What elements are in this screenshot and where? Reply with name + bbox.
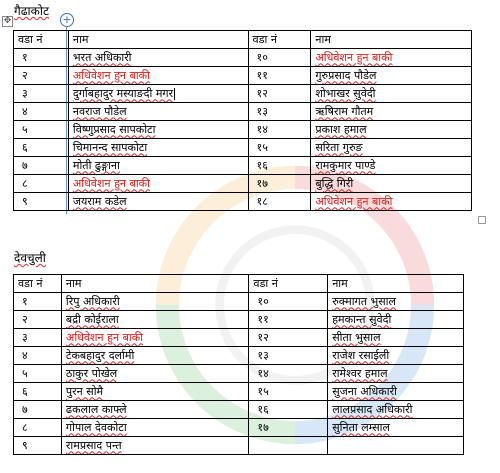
representative-name-cell[interactable] bbox=[68, 139, 248, 157]
ward-number-cell[interactable] bbox=[248, 139, 311, 157]
table-header-row bbox=[14, 275, 464, 293]
representative-name-cell-text: ढकलाल काफ्ले bbox=[65, 402, 127, 416]
representative-name-cell-text: शोभाखर सुवेदी bbox=[315, 86, 376, 100]
ward-number-cell[interactable] bbox=[14, 311, 62, 329]
ward-number-cell-text: ९ bbox=[22, 194, 28, 208]
representative-name-cell[interactable] bbox=[311, 139, 472, 157]
ward-number-cell[interactable] bbox=[249, 329, 328, 347]
representative-name-cell-text: अधिवेशन हुन बाकी bbox=[315, 194, 393, 208]
section-title-devchuli: देवचुली bbox=[14, 251, 46, 265]
ward-number-cell-text: १६ bbox=[257, 402, 269, 416]
header-ward-no-text: वडा नं bbox=[253, 276, 278, 290]
header-name-text: नाम bbox=[65, 276, 82, 290]
table-header-row bbox=[14, 31, 472, 49]
table-row bbox=[14, 157, 472, 175]
ward-number-cell-text: ५ bbox=[22, 366, 28, 380]
ward-number-cell-text: ६ bbox=[22, 384, 28, 398]
representative-name-cell-text: दुर्गाबहादुर मस्याङदी मगर bbox=[72, 86, 174, 100]
header-ward-no[interactable] bbox=[248, 31, 311, 49]
representative-name-cell[interactable] bbox=[328, 329, 464, 347]
ward-number-cell-text: १० bbox=[256, 50, 268, 64]
ward-number-cell[interactable] bbox=[249, 347, 328, 365]
table-row bbox=[14, 383, 464, 401]
header-ward-no-text: वडा नं bbox=[18, 32, 43, 46]
representative-name-cell[interactable] bbox=[311, 175, 472, 193]
representative-name-cell-text: मोती ढुङ्गाना bbox=[72, 158, 120, 172]
table-row bbox=[14, 193, 472, 211]
ward-number-cell[interactable] bbox=[14, 365, 62, 383]
ward-number-cell-text: ११ bbox=[257, 312, 269, 326]
ward-number-cell-text: ७ bbox=[22, 402, 28, 416]
table-row bbox=[14, 437, 464, 455]
ward-number-cell[interactable] bbox=[14, 347, 62, 365]
ward-number-cell[interactable] bbox=[248, 121, 311, 139]
ward-number-cell[interactable] bbox=[14, 383, 62, 401]
representative-name-cell-text: जयराम कडेल bbox=[72, 194, 127, 208]
ward-number-cell-text: ४ bbox=[22, 348, 28, 362]
table-row bbox=[14, 67, 472, 85]
ward-number-cell-text: २ bbox=[22, 68, 28, 82]
ward-number-cell[interactable] bbox=[249, 383, 328, 401]
representative-name-cell-text: नवराज पौडेल bbox=[72, 104, 127, 118]
representative-name-cell[interactable] bbox=[328, 419, 464, 437]
representative-name-cell-text: सरिता गुरुङ bbox=[315, 140, 363, 154]
ward-number-cell-text: ३ bbox=[22, 86, 28, 100]
representative-name-cell[interactable] bbox=[328, 401, 464, 419]
ward-number-cell-text: ५ bbox=[22, 122, 28, 136]
representative-name-cell-text: राजेश रसाईली bbox=[332, 348, 390, 362]
table-row bbox=[14, 347, 464, 365]
representative-name-cell-text: गुरुप्रसाद पौडेल bbox=[315, 68, 377, 82]
ward-number-cell[interactable] bbox=[14, 293, 62, 311]
representative-name-cell[interactable] bbox=[68, 85, 248, 103]
ward-number-cell-text: १४ bbox=[257, 366, 269, 380]
ward-number-cell[interactable] bbox=[14, 121, 69, 139]
ward-number-cell[interactable] bbox=[248, 103, 311, 121]
ward-number-cell-text: २ bbox=[22, 312, 28, 326]
representative-name-cell-text: रामकुमार पाण्डे bbox=[315, 158, 376, 172]
ward-number-cell-text: १० bbox=[257, 294, 269, 308]
representative-name-cell-text: रुक्मागत भुसाल bbox=[332, 294, 396, 308]
representative-name-cell[interactable] bbox=[328, 365, 464, 383]
representative-name-cell[interactable] bbox=[328, 437, 464, 455]
representative-name-cell-text: प्रकाश हमाल bbox=[315, 122, 367, 136]
representative-name-cell[interactable] bbox=[311, 121, 472, 139]
representative-name-cell[interactable] bbox=[328, 311, 464, 329]
table-row bbox=[14, 419, 464, 437]
header-name[interactable] bbox=[328, 275, 464, 293]
table-row bbox=[14, 139, 472, 157]
header-name[interactable] bbox=[68, 31, 248, 49]
ward-number-cell-text: १ bbox=[22, 50, 28, 64]
ward-number-cell[interactable] bbox=[248, 49, 311, 67]
header-ward-no[interactable] bbox=[14, 31, 69, 49]
representative-name-cell[interactable] bbox=[311, 85, 472, 103]
representative-name-cell[interactable] bbox=[328, 293, 464, 311]
ward-number-cell[interactable] bbox=[248, 85, 311, 103]
header-ward-no-text: वडा नं bbox=[252, 32, 277, 46]
representative-name-cell[interactable] bbox=[61, 401, 249, 419]
table-row bbox=[14, 49, 472, 67]
ward-number-cell-text: ७ bbox=[22, 158, 28, 172]
representative-name-cell[interactable] bbox=[61, 419, 249, 437]
ward-number-cell[interactable] bbox=[14, 85, 69, 103]
representative-name-cell[interactable] bbox=[68, 103, 248, 121]
header-ward-no[interactable] bbox=[249, 275, 328, 293]
representative-name-cell-text: बुद्धि गिरी bbox=[315, 176, 354, 190]
table-row bbox=[14, 121, 472, 139]
representative-name-cell-text: रामेश्वर हमाल bbox=[332, 366, 388, 380]
ward-number-cell[interactable] bbox=[14, 175, 69, 193]
ward-number-cell[interactable] bbox=[14, 67, 69, 85]
representative-name-cell[interactable] bbox=[311, 157, 472, 175]
table-row bbox=[14, 85, 472, 103]
ward-number-cell[interactable] bbox=[249, 311, 328, 329]
ward-number-cell-text: १७ bbox=[257, 420, 269, 434]
header-name-text: नाम bbox=[315, 32, 331, 46]
header-name[interactable] bbox=[61, 275, 249, 293]
ward-number-cell[interactable] bbox=[14, 139, 69, 157]
ward-number-cell-text: ३ bbox=[22, 330, 28, 344]
section-title-gaindakot: गैढाकोट bbox=[14, 4, 49, 18]
ward-number-cell[interactable] bbox=[249, 365, 328, 383]
representative-name-cell[interactable] bbox=[68, 193, 248, 211]
representative-name-cell[interactable] bbox=[68, 157, 248, 175]
header-name-text: नाम bbox=[72, 32, 89, 46]
gaindakot-table bbox=[13, 30, 472, 211]
representative-name-cell-text: गोपाल देवकोटा bbox=[65, 420, 127, 434]
representative-name-cell[interactable] bbox=[311, 103, 472, 121]
representative-name-cell-text: अधिवेशन हुन बाकी bbox=[65, 330, 144, 344]
ward-number-cell-text: १४ bbox=[256, 122, 268, 136]
representative-name-cell-text: पुरन सोमै bbox=[65, 384, 104, 398]
representative-name-cell-text: अधिवेशन हुन बाकी bbox=[72, 176, 150, 190]
representative-name-cell-text: रिपु अधिकारी bbox=[65, 294, 120, 308]
representative-name-cell[interactable] bbox=[61, 365, 249, 383]
representative-name-cell[interactable] bbox=[68, 49, 248, 67]
ward-number-cell[interactable] bbox=[14, 329, 62, 347]
ward-number-cell-text: १६ bbox=[256, 158, 268, 172]
representative-name-cell-text: बद्री कोईराला bbox=[65, 312, 119, 326]
table-row bbox=[14, 103, 472, 121]
ward-number-cell-text: १३ bbox=[256, 104, 268, 118]
representative-name-cell[interactable] bbox=[61, 329, 249, 347]
text-cursor bbox=[174, 88, 175, 100]
ward-number-cell-text: ८ bbox=[22, 176, 28, 190]
representative-name-cell-text: विष्णुप्रसाद सापकोटा bbox=[72, 122, 156, 136]
devchuli-table bbox=[13, 274, 464, 455]
ward-number-cell[interactable] bbox=[248, 193, 311, 211]
representative-name-cell-text: ऋषिराम गौतम bbox=[315, 104, 374, 118]
representative-name-cell[interactable] bbox=[61, 293, 249, 311]
representative-name-cell-text: अधिवेशन हुन बाकी bbox=[315, 50, 393, 64]
ward-number-cell[interactable] bbox=[14, 437, 62, 455]
representative-name-cell-text: अधिवेशन हुन बाकी bbox=[72, 68, 150, 82]
representative-name-cell[interactable] bbox=[61, 347, 249, 365]
representative-name-cell-text: सुजना अधिकारी bbox=[332, 384, 397, 398]
ward-number-cell[interactable] bbox=[248, 157, 311, 175]
representative-name-cell-text: लालप्रसाद अधिकारी bbox=[332, 402, 413, 416]
ward-number-cell-text: ११ bbox=[256, 68, 268, 82]
table-row bbox=[14, 175, 472, 193]
ward-number-cell-text: १५ bbox=[257, 384, 269, 398]
representative-name-cell[interactable] bbox=[68, 121, 248, 139]
ward-number-cell-text: १५ bbox=[256, 140, 268, 154]
ward-number-cell-text: १२ bbox=[256, 86, 268, 100]
table-row bbox=[14, 311, 464, 329]
ward-number-cell[interactable] bbox=[14, 49, 69, 67]
ward-number-cell[interactable] bbox=[14, 419, 62, 437]
representative-name-cell-text: ठाकुर पोखेल bbox=[65, 366, 118, 380]
ward-number-cell[interactable] bbox=[249, 437, 328, 455]
table-row bbox=[14, 293, 464, 311]
representative-name-cell-text: चिमानन्द सापकोटा bbox=[72, 140, 148, 154]
header-ward-no[interactable] bbox=[14, 275, 62, 293]
representative-name-cell[interactable] bbox=[328, 383, 464, 401]
ward-number-cell[interactable] bbox=[248, 175, 311, 193]
ward-number-cell[interactable] bbox=[14, 103, 69, 121]
ward-number-cell-text: १८ bbox=[256, 194, 268, 208]
representative-name-cell[interactable] bbox=[328, 347, 464, 365]
ward-number-cell[interactable] bbox=[14, 193, 69, 211]
representative-name-cell[interactable] bbox=[68, 175, 248, 193]
devchuli-table-body bbox=[14, 275, 464, 455]
move-icon[interactable]: ✥ bbox=[3, 16, 12, 26]
representative-name-cell-text: भरत अधिकारी bbox=[72, 50, 132, 64]
representative-name-cell[interactable] bbox=[311, 67, 472, 85]
plus-icon[interactable]: + bbox=[60, 13, 74, 27]
representative-name-cell[interactable] bbox=[61, 311, 249, 329]
ward-number-cell-text: १२ bbox=[257, 330, 269, 344]
representative-name-cell[interactable] bbox=[68, 67, 248, 85]
header-ward-no-text: वडा नं bbox=[18, 276, 43, 290]
representative-name-cell-text: रामप्रसाद पन्त bbox=[65, 438, 122, 452]
representative-name-cell[interactable] bbox=[61, 437, 249, 455]
header-name[interactable] bbox=[311, 31, 472, 49]
ward-number-cell[interactable] bbox=[249, 293, 328, 311]
table-row bbox=[14, 401, 464, 419]
gaindakot-table-body bbox=[14, 31, 472, 211]
representative-name-cell[interactable] bbox=[311, 49, 472, 67]
ward-number-cell[interactable] bbox=[14, 401, 62, 419]
representative-name-cell-text: टेकबहादुर दर्लामी bbox=[65, 348, 135, 362]
ward-number-cell[interactable] bbox=[249, 401, 328, 419]
ward-number-cell-text: ६ bbox=[22, 140, 28, 154]
ward-number-cell-text: १३ bbox=[257, 348, 269, 362]
representative-name-cell[interactable] bbox=[311, 193, 472, 211]
ward-number-cell-text: ९ bbox=[22, 438, 28, 452]
ward-number-cell[interactable] bbox=[14, 157, 69, 175]
representative-name-cell[interactable] bbox=[61, 383, 249, 401]
ward-number-cell[interactable] bbox=[248, 67, 311, 85]
ward-number-cell-text: १ bbox=[22, 294, 28, 308]
representative-name-cell-text: हमकान्त सुवेदी bbox=[332, 312, 392, 326]
representative-name-cell-text: सीता भुसाल bbox=[332, 330, 381, 344]
header-name-text: नाम bbox=[332, 276, 348, 290]
ward-number-cell[interactable] bbox=[249, 419, 328, 437]
ward-number-cell-text: ८ bbox=[22, 420, 28, 434]
table-row bbox=[14, 365, 464, 383]
table-resize-handle[interactable] bbox=[478, 216, 486, 224]
ward-number-cell-text: १७ bbox=[256, 176, 268, 190]
table-row bbox=[14, 329, 464, 347]
ward-number-cell-text: ४ bbox=[22, 104, 28, 118]
representative-name-cell-text: सुनिता लम्साल bbox=[332, 420, 390, 434]
